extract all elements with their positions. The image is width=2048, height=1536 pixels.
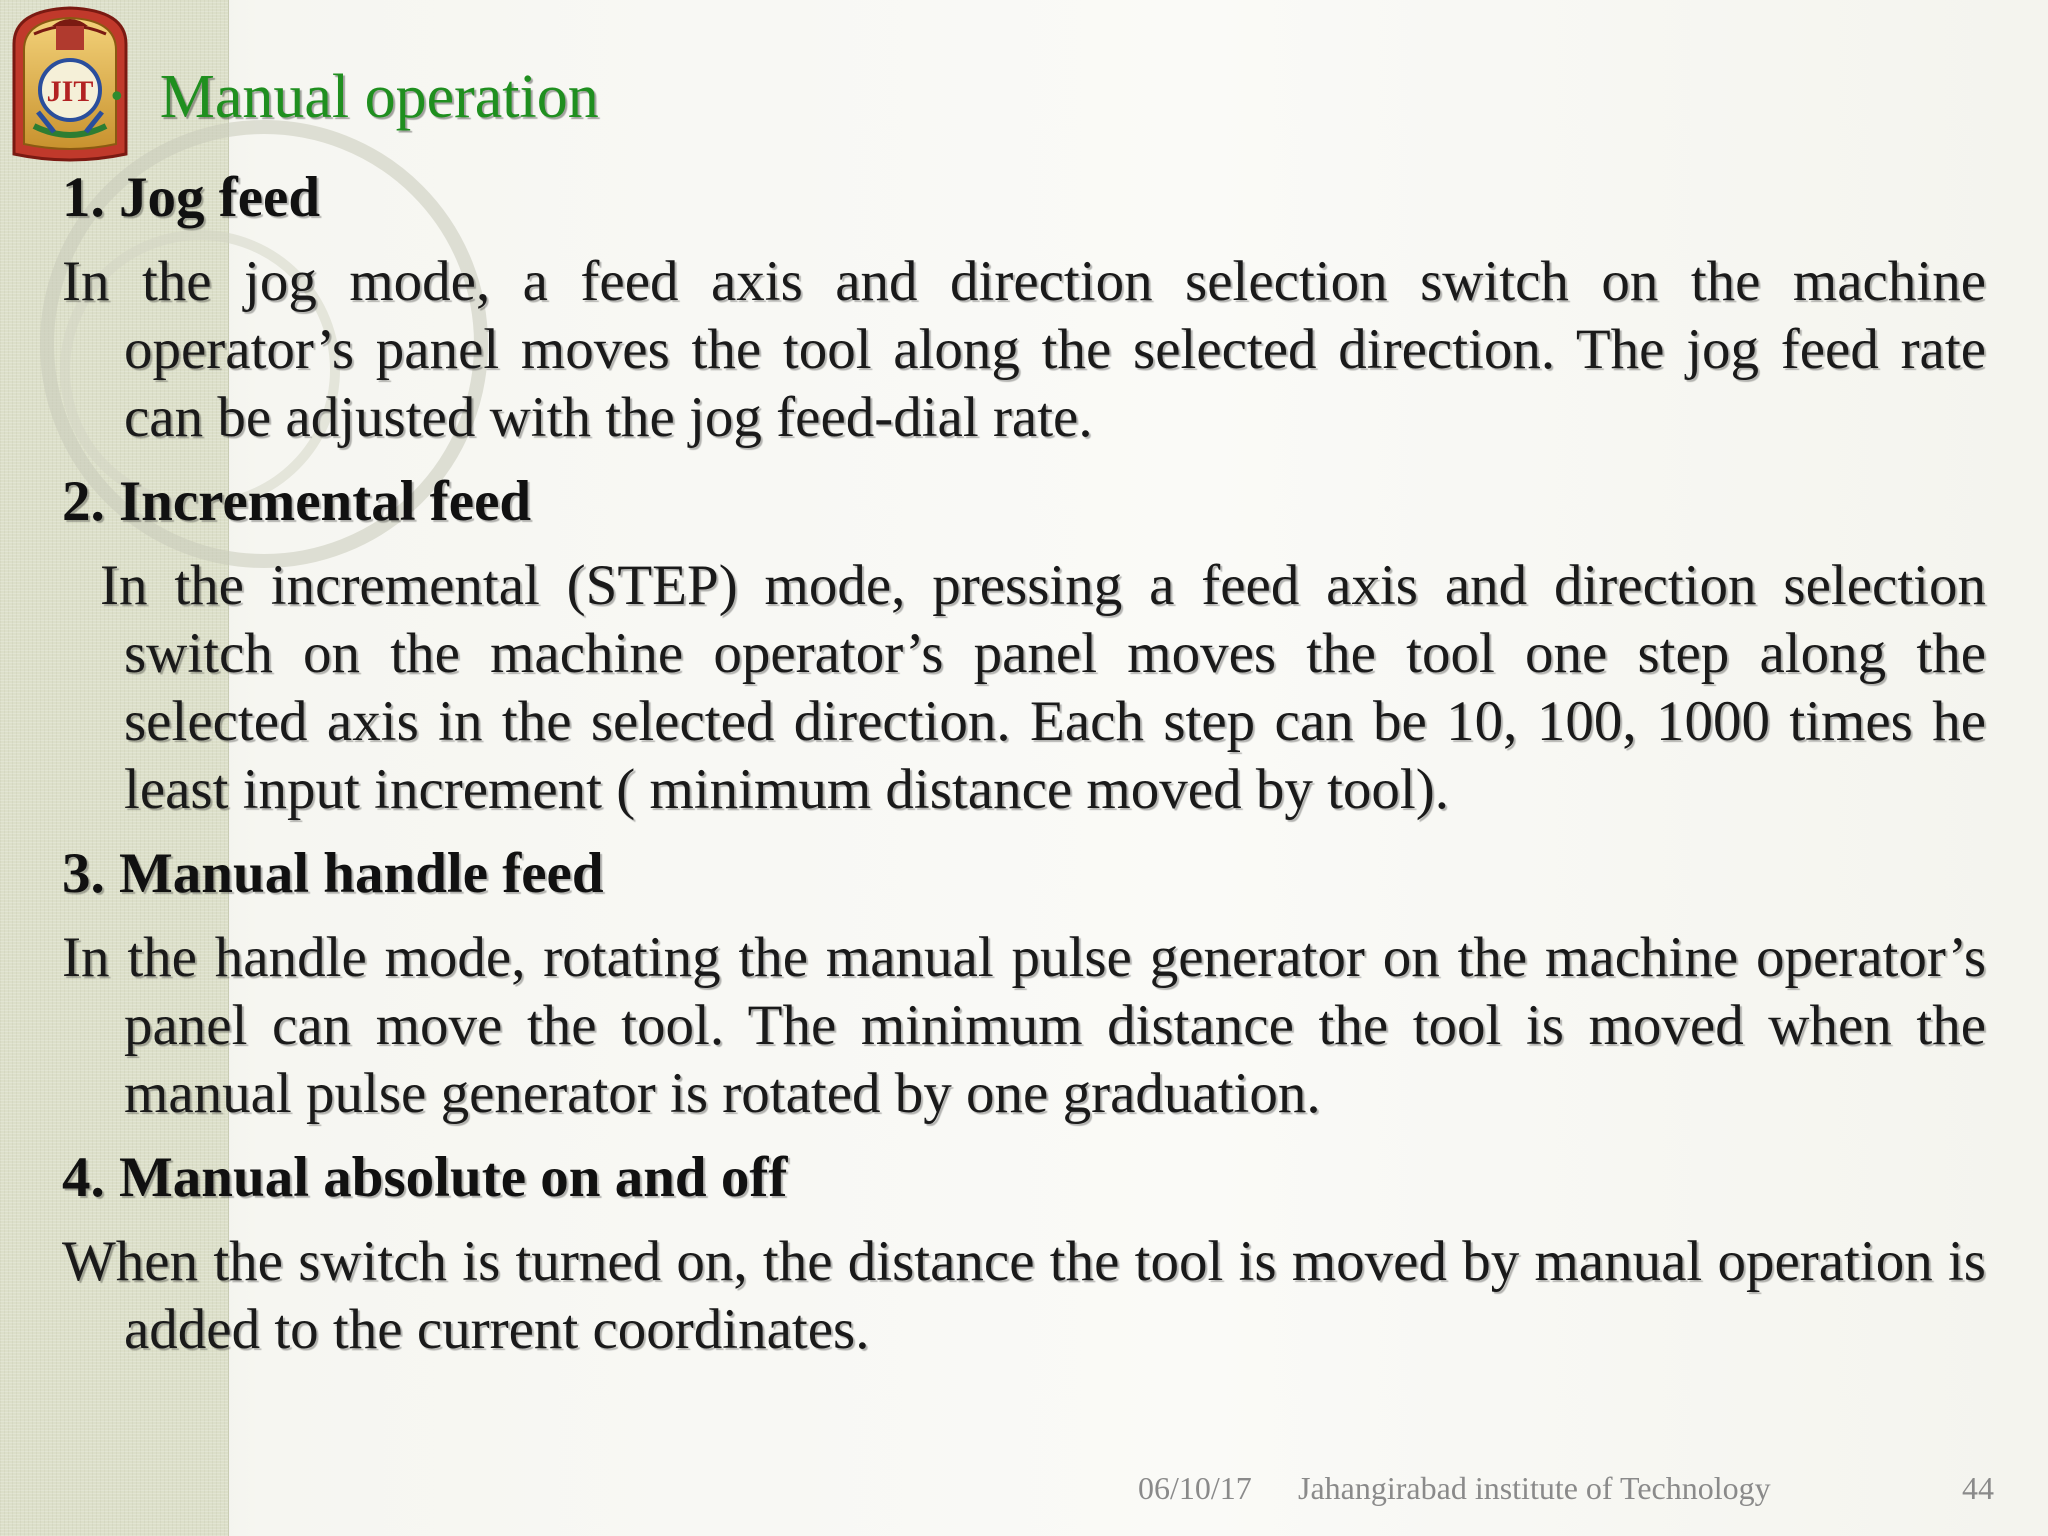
slide-title: Manual operation xyxy=(159,62,599,131)
section-body-jog-feed: In the jog mode, a feed axis and direction selection switch on the machine operator’s panel moves the tool along the selected direction. The jog feed rate can be adjusted with the jog feed-dial rate. xyxy=(62,250,1986,449)
section-body-incremental-feed: In the incremental (STEP) mode, pressing a feed axis and direction selection switch on the machine operator’s panel moves the tool one step along the selected axis in the selected direction. Each step can be 10, 100, 1000 times he least input increment ( minimum distance moved by tool). xyxy=(100,554,1986,821)
section-body-manual-absolute: When the switch is turned on, the distance the tool is moved by manual operation is added to the current coordinates. xyxy=(62,1230,1986,1361)
section-heading-jog-feed: 1. Jog feed xyxy=(62,166,321,229)
bullet-icon: • xyxy=(108,79,126,115)
logo-text: JIT xyxy=(46,75,94,108)
footer-date: 06/10/17 xyxy=(1138,1470,1252,1506)
section-body-manual-handle-feed: In the handle mode, rotating the manual pulse generator on the machine operator’s panel can move the tool. The minimum distance the tool is moved when the manual pulse generator is rotated by one graduation. xyxy=(62,926,1986,1125)
section-heading-manual-handle-feed: 3. Manual handle feed xyxy=(62,842,604,905)
slide-content xyxy=(62,164,1986,1380)
footer-institution: Jahangirabad institute of Technology xyxy=(1298,1470,1771,1506)
section-heading-manual-absolute: 4. Manual absolute on and off xyxy=(62,1146,788,1209)
footer-page-number: 44 xyxy=(1962,1470,1994,1506)
section-heading-incremental-feed: 2. Incremental feed xyxy=(62,470,532,533)
title-row xyxy=(108,62,599,132)
